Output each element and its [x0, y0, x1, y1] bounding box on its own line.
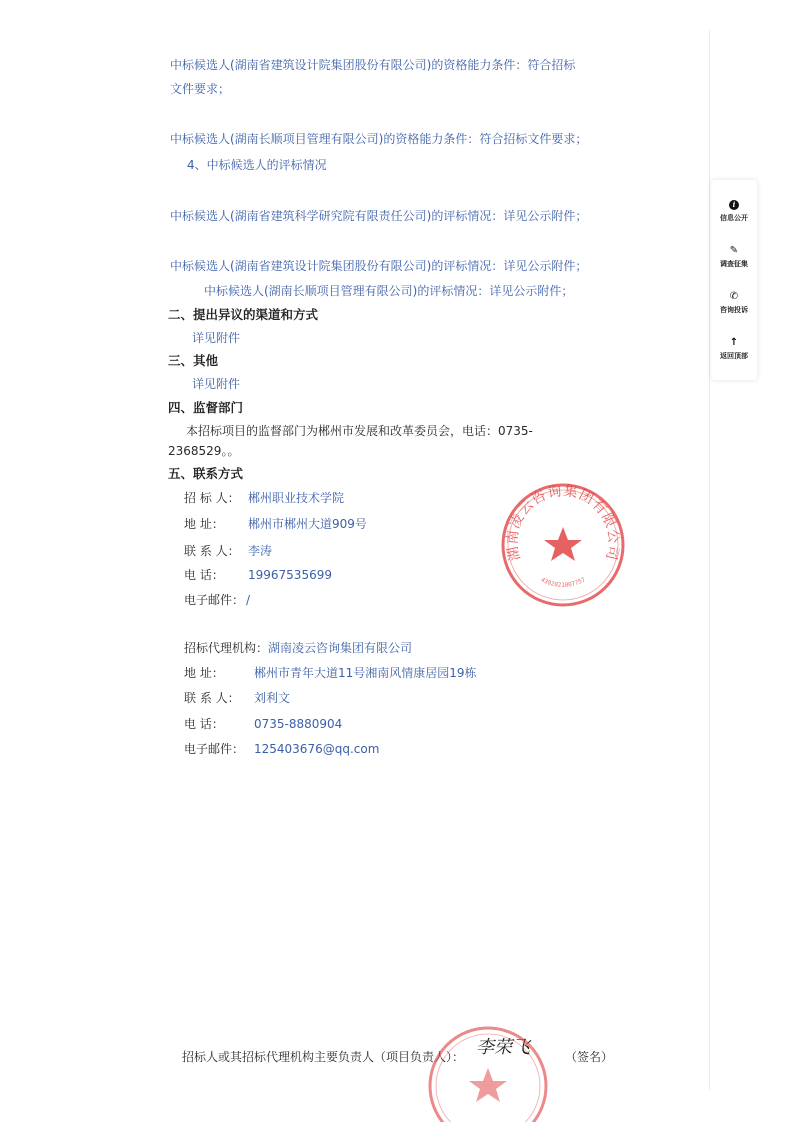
agency-email: 125403676@qq.com: [254, 742, 380, 756]
evaluation-subheading: 4、中标候选人的评标情况: [187, 158, 327, 172]
back-to-top-label: 返回顶部: [720, 352, 748, 360]
tenderer-phone: 19967535699: [248, 568, 332, 582]
tenderer-email: /: [246, 593, 251, 607]
back-to-top-button[interactable]: [711, 338, 757, 361]
agency-address: 郴州市青年大道11号湘南风情康居园19栋: [254, 666, 477, 680]
side-toolbar: [711, 180, 757, 380]
pen-icon: ✎: [729, 245, 739, 256]
supervision-text-line-2: 2368529。。: [168, 444, 240, 458]
section-text-other: 详见附件: [192, 377, 241, 391]
consult-button[interactable]: [711, 292, 757, 315]
section-heading-objection: 二、提出异议的渠道和方式: [168, 307, 319, 322]
survey-label: 调查征集: [720, 260, 748, 268]
tenderer-name-label: 招 标 人：: [184, 491, 240, 505]
agency-phone: 0735-8880904: [254, 717, 343, 731]
tenderer-phone-label: 电 话：: [184, 568, 224, 582]
handwritten-signature: 李荣飞: [476, 1037, 530, 1058]
svg-text:湖南凌云咨询集团有限公司: 湖南凌云咨询集团有限公司: [504, 483, 622, 563]
tenderer-contact-label: 联 系 人：: [184, 544, 240, 558]
info-public-label: 信息公开: [720, 214, 748, 222]
candidate-qualification-line-2: 文件要求；: [170, 82, 231, 96]
page-edge-divider: [709, 30, 710, 1090]
tenderer-name: 郴州职业技术学院: [248, 491, 345, 505]
section-text-objection: 详见附件: [192, 331, 241, 345]
section-heading-other: 三、其他: [168, 353, 219, 368]
agency-contact-label: 联 系 人：: [184, 691, 240, 705]
agency-contact: 刘利文: [254, 691, 291, 705]
phone-icon: ✆: [729, 291, 739, 302]
signature-label: 招标人或其招标代理机构主要负责人（项目负责人）：: [182, 1050, 465, 1064]
section-heading-supervision: 四、监督部门: [168, 400, 244, 415]
tenderer-email-label: 电子邮件：: [184, 593, 245, 607]
signature-suffix: （签名）: [565, 1050, 614, 1064]
agency-address-label: 地 址：: [184, 666, 224, 680]
agency-name: 湖南凌云咨询集团有限公司: [268, 641, 413, 655]
company-seal: [498, 480, 628, 610]
candidate-qualification-line-3: 中标候选人(湖南长顺项目管理有限公司)的资格能力条件：符合招标文件要求；: [170, 132, 588, 146]
evaluation-line-1: 中标候选人(湖南省建筑科学研究院有限责任公司)的评标情况：详见公示附件；: [170, 209, 588, 223]
signature-seal: [418, 1018, 558, 1122]
svg-text:4302021007757: 4302021007757: [539, 576, 587, 589]
info-icon: i: [729, 200, 739, 210]
evaluation-line-3: 中标候选人(湖南长顺项目管理有限公司)的评标情况：详见公示附件；: [204, 284, 574, 298]
consult-label: 咨询投诉: [720, 306, 748, 314]
tenderer-address-label: 地 址：: [184, 517, 224, 531]
tenderer-address: 郴州市郴州大道909号: [248, 517, 367, 531]
section-heading-contact: 五、联系方式: [168, 466, 244, 481]
arrow-up-icon: ↑: [729, 337, 739, 348]
agency-name-label: 招标代理机构：: [184, 641, 269, 655]
evaluation-line-2: 中标候选人(湖南省建筑设计院集团股份有限公司)的评标情况：详见公示附件；: [170, 259, 588, 273]
agency-email-label: 电子邮件：: [184, 742, 245, 756]
supervision-text-line-1: 本招标项目的监督部门为郴州市发展和改革委员会，电话：0735-: [186, 424, 533, 438]
info-public-button[interactable]: [711, 200, 757, 223]
survey-button[interactable]: [711, 246, 757, 269]
agency-phone-label: 电 话：: [184, 717, 224, 731]
candidate-qualification-line-1: 中标候选人(湖南省建筑设计院集团股份有限公司)的资格能力条件：符合招标: [170, 58, 576, 72]
tenderer-contact: 李涛: [248, 544, 273, 558]
